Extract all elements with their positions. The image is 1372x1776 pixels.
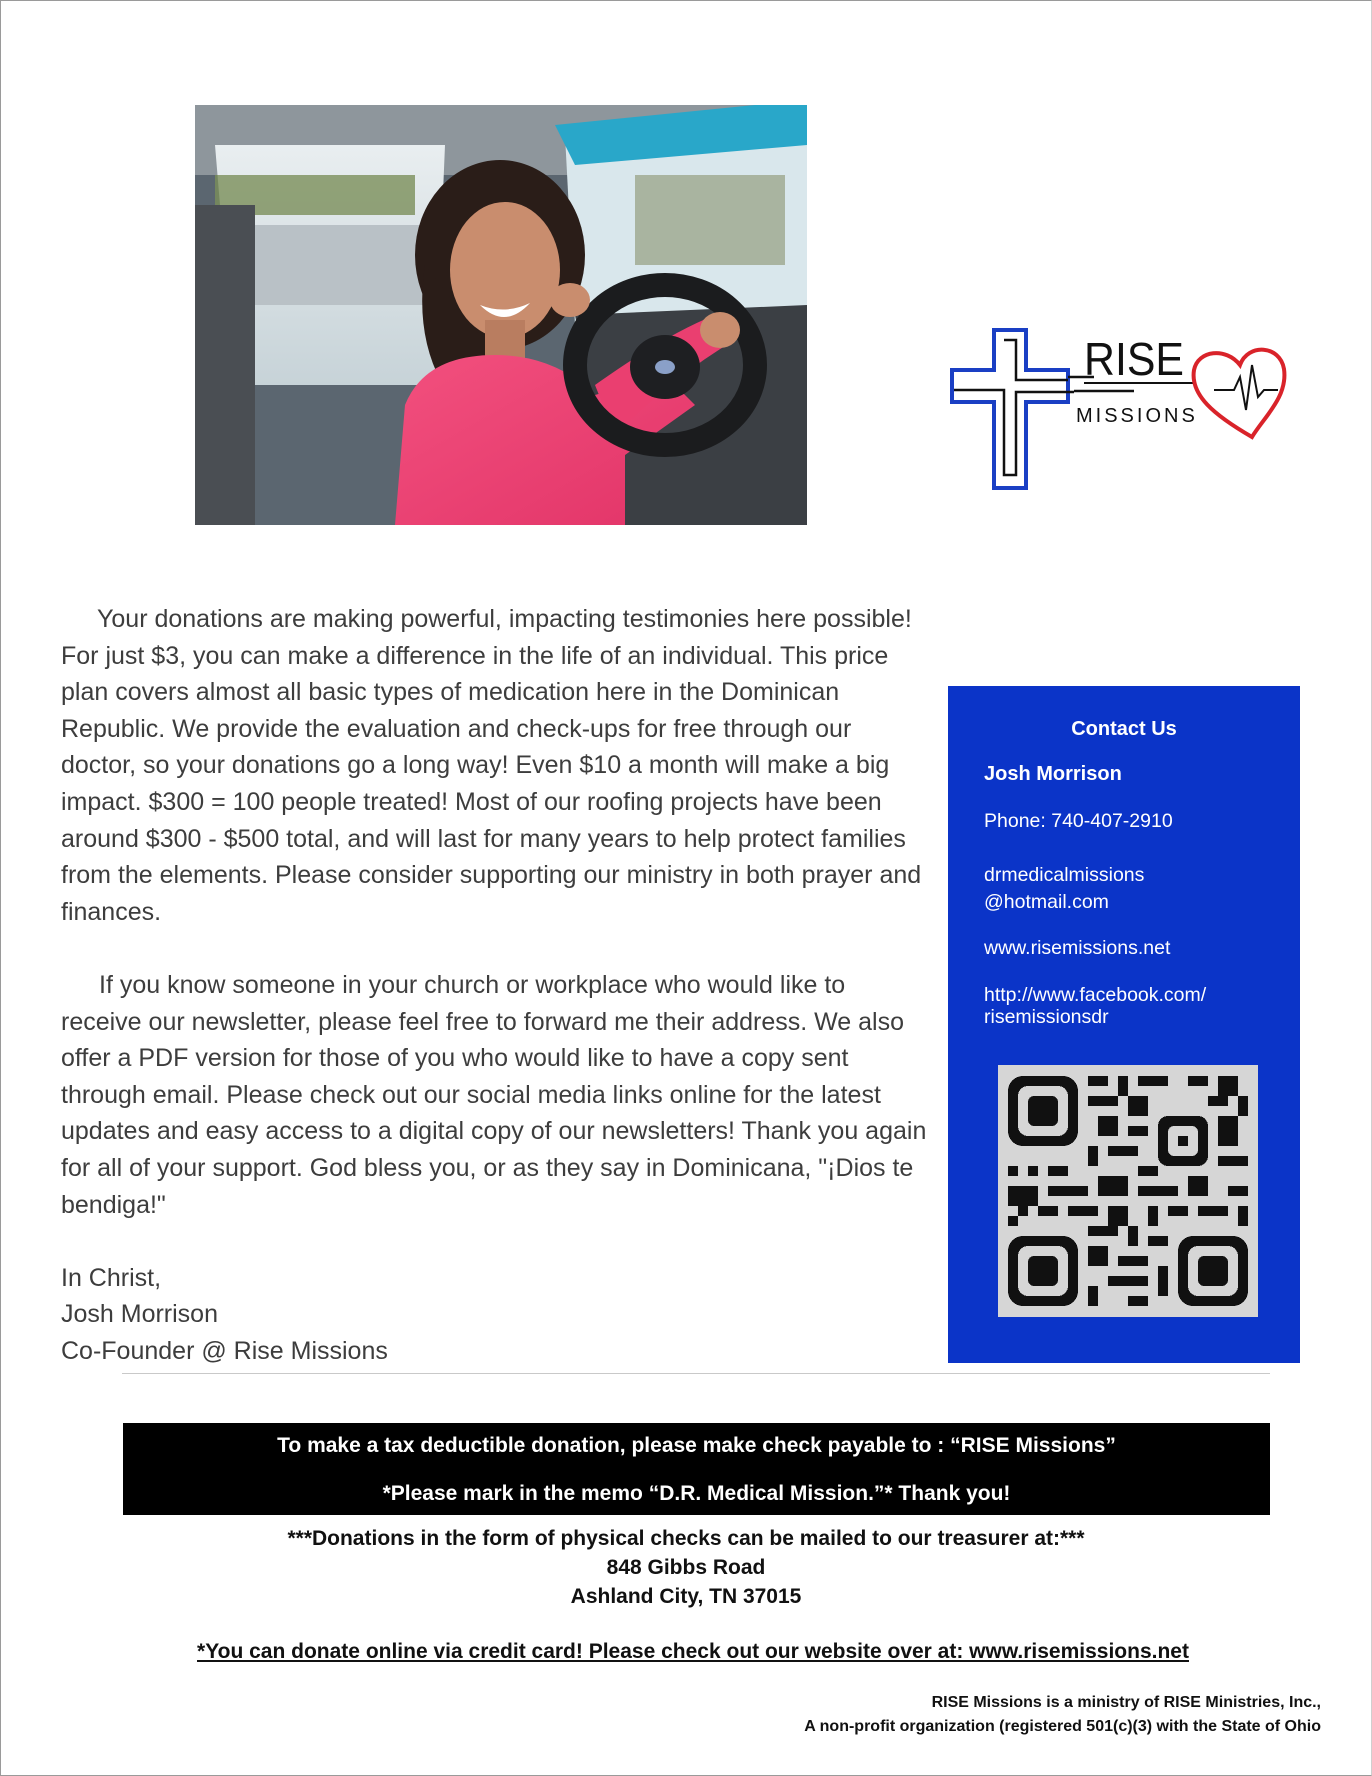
footer-ministry: RISE Missions is a ministry of RISE Ministries, Inc., <box>931 1694 1321 1711</box>
contact-phone: Phone: 740-407-2910 <box>984 810 1173 832</box>
signoff-name: Josh Morrison <box>61 1300 218 1329</box>
contact-facebook-link[interactable] <box>984 982 1206 1031</box>
donate-online-link[interactable]: *You can donate online via credit card! Please check out our website over at: www.risemissions.net <box>197 1640 1189 1663</box>
divider <box>122 1373 1270 1374</box>
paragraph-donations: Your donations are making powerful, impacting testimonies here possible! For just $3, you can make a difference in the life of an individual. This price plan covers almost all basic types of medication here in the Dominican Republic. We provide the evaluation and check-ups for free through our doctor, so your donations go a long way! Even $10 a month will make a big impact. $300 = 100 people treated! Most of our roofing projects have been around $300 - $500 total, and will last for many years to help protect families from the elements. Please consider supporting our ministry in both prayer and finances. <box>61 605 922 926</box>
letter-body <box>61 601 931 1369</box>
donation-banner <box>123 1423 1270 1515</box>
photo-woman-driving <box>195 105 807 525</box>
paragraph-newsletter: If you know someone in your church or workplace who would like to receive our newsletter, please feel free to forward me their address. We also offer a PDF version for those of you who would like to have a copy sent through email. Please check out our social media links online for the latest updates and easy access to a digital copy of our newsletters! Thank you again for all of your support. God bless you, or as they say in Dominicana, "¡Dios te bendiga!" <box>61 970 927 1219</box>
contact-email-line1: drmedicalmissions <box>984 864 1145 886</box>
contact-box <box>948 686 1300 1363</box>
signoff-closing: In Christ, <box>61 1263 162 1292</box>
banner-memo: *Please mark in the memo “D.R. Medical Mission.”* Thank you! <box>382 1482 1011 1505</box>
contact-facebook-line1: http://www.facebook.com/ <box>984 984 1207 1006</box>
banner-payable: To make a tax deductible donation, please make check payable to : “RISE Missions” <box>277 1434 1116 1457</box>
mail-street: 848 Gibbs Road <box>606 1556 766 1579</box>
svg-text:RISE: RISE <box>1084 333 1184 385</box>
contact-email-line2: @hotmail.com <box>984 891 1109 913</box>
svg-text:MISSIONS: MISSIONS <box>1076 405 1198 427</box>
rise-missions-logo <box>944 325 1304 495</box>
footer-nonprofit: A non-profit organization (registered 501(c)(3) with the State of Ohio <box>804 1718 1321 1735</box>
mail-instructions: ***Donations in the form of physical checks can be mailed to our treasurer at:*** <box>287 1527 1085 1550</box>
contact-email[interactable] <box>984 862 1144 916</box>
contact-title: Contact Us <box>1071 718 1177 740</box>
contact-website-link[interactable]: www.risemissions.net <box>984 937 1171 959</box>
contact-facebook-line2: risemissionsdr <box>984 1006 1109 1028</box>
mail-city: Ashland City, TN 37015 <box>570 1585 802 1608</box>
contact-name: Josh Morrison <box>984 763 1122 785</box>
qr-code <box>998 1065 1258 1317</box>
signoff-title: Co-Founder @ Rise Missions <box>61 1336 388 1365</box>
